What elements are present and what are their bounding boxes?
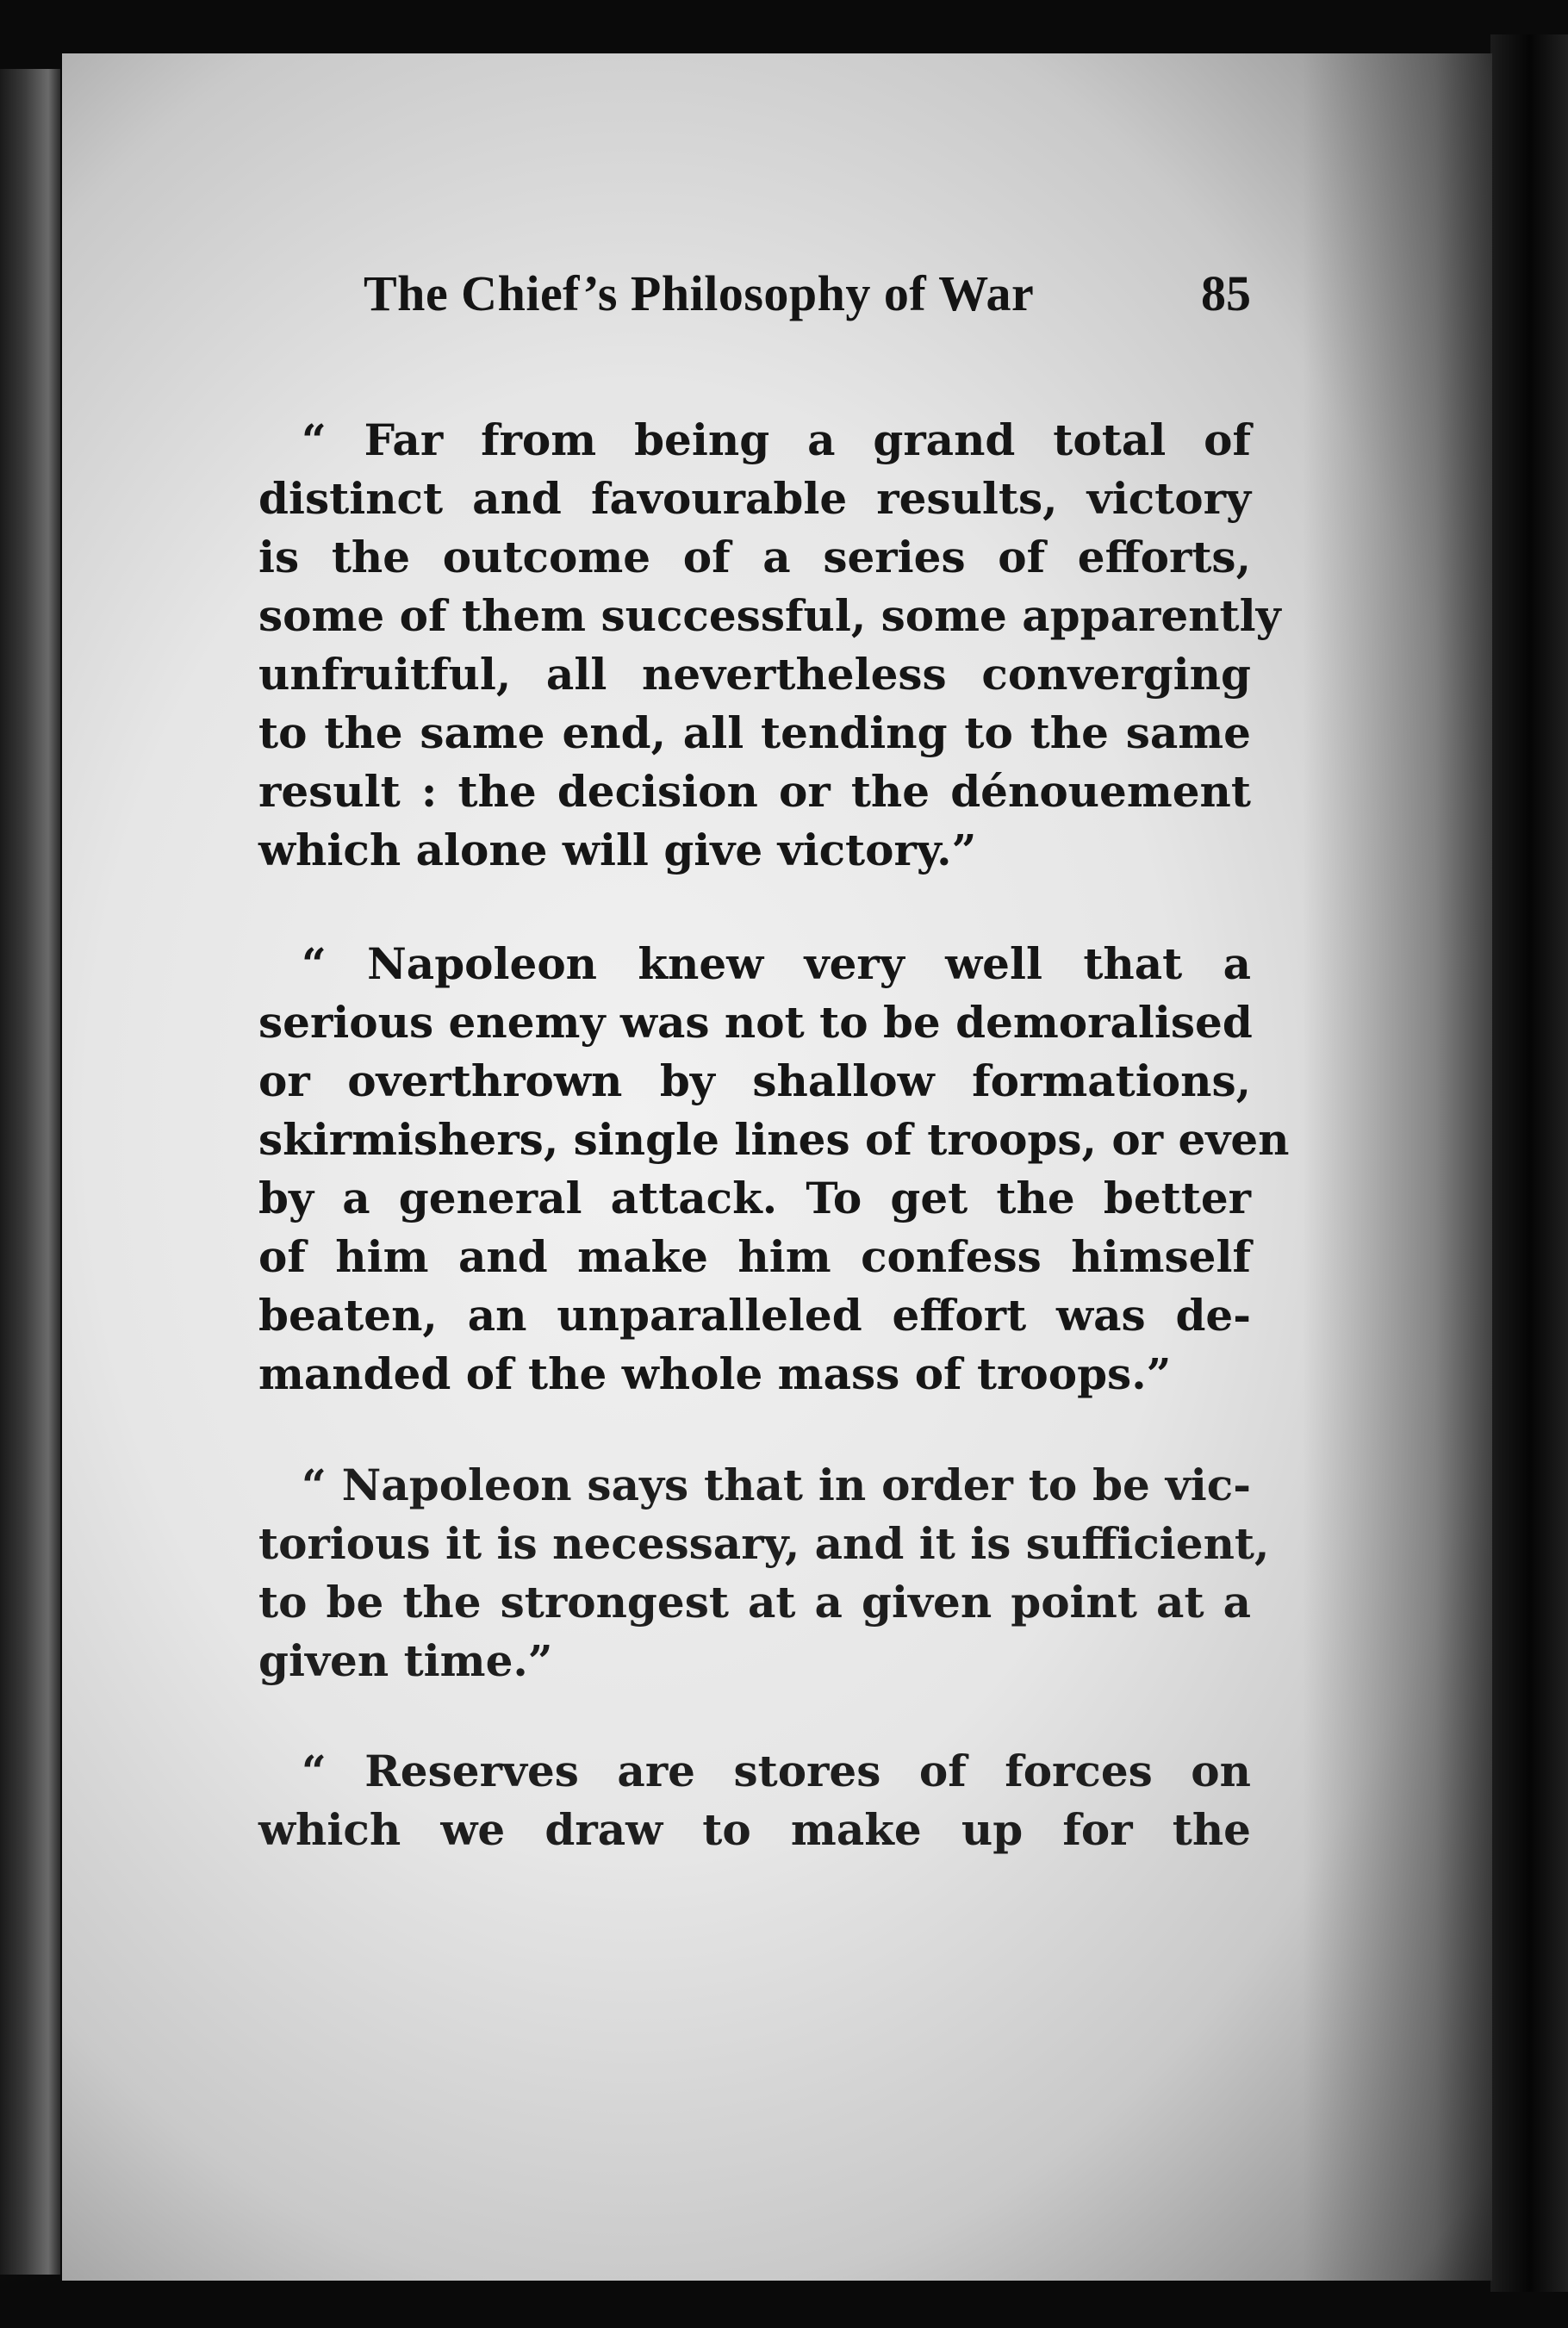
- book-page: [62, 53, 1492, 2281]
- text-line: serious enemy was not to be demoralised: [258, 997, 1253, 1048]
- book-binding-edge: [1490, 34, 1568, 2292]
- page-number: 85: [1201, 265, 1251, 321]
- text-line: to the same end, all tending to the same: [258, 707, 1251, 758]
- text-line: distinct and favourable results, victory: [258, 473, 1251, 524]
- paragraph-napoleon-effort-quote: [258, 935, 1290, 1404]
- text-line: which we draw to make up for the: [258, 1804, 1251, 1855]
- paragraph-napoleon-strongest-quote: [258, 1456, 1270, 1690]
- text-line: is the outcome of a series of efforts,: [258, 532, 1251, 582]
- text-line: “ Napoleon knew very well that a: [302, 938, 1251, 989]
- running-head: [364, 265, 1251, 342]
- text-line: some of them successful, some apparently: [258, 590, 1281, 641]
- text-line: which alone will give victory.”: [258, 825, 977, 875]
- text-line: given time.”: [258, 1635, 553, 1686]
- text-line: skirmishers, single lines of troops, or even: [258, 1114, 1290, 1165]
- text-line: or overthrown by shallow formations,: [258, 1055, 1251, 1106]
- text-line: by a general attack. To get the better: [258, 1173, 1251, 1223]
- text-line: result : the decision or the dénouement: [258, 766, 1251, 817]
- running-title: The Chief’s Philosophy of War: [364, 265, 1035, 321]
- text-line: “ Napoleon says that in order to be vic-: [302, 1460, 1251, 1510]
- text-line: torious it is necessary, and it is sufficient,: [258, 1518, 1270, 1569]
- text-line: manded of the whole mass of troops.”: [258, 1348, 1172, 1399]
- text-line: beaten, an unparalleled effort was de-: [258, 1290, 1251, 1341]
- paragraph-victory-quote: [258, 411, 1281, 880]
- text-line: to be the strongest at a given point at a: [258, 1577, 1251, 1628]
- paragraph-reserves-quote: [258, 1742, 1251, 1859]
- text-line: “ Reserves are stores of forces on: [302, 1746, 1251, 1796]
- text-line: “ Far from being a grand total of: [302, 414, 1251, 465]
- adjacent-page-edge: [0, 69, 60, 2275]
- text-line: of him and make him confess himself: [258, 1231, 1251, 1282]
- text-line: unfruitful, all nevertheless converging: [258, 649, 1251, 700]
